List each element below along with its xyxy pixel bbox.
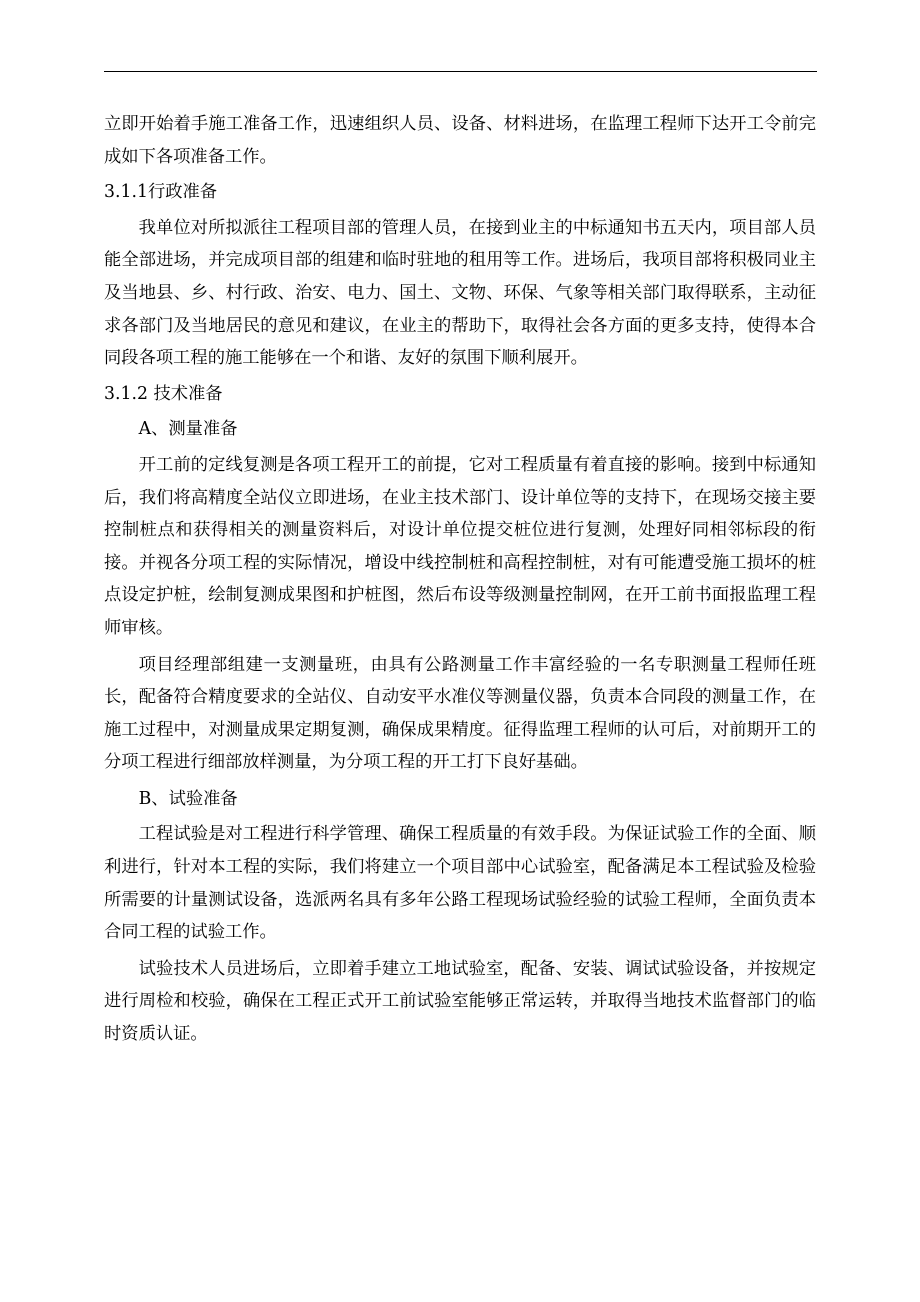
paragraph-test-lab: 工程试验是对工程进行科学管理、确保工程质量的有效手段。为保证试验工作的全面、顺利进行，针对本工程的实际，我们将建立一个项目部中心试验室，配备满足本工程试验及检验所需要的计量测试设备，选派两名具有多年公路工程现场试验经验的试验工程师，全面负责本合同工程的试验工作。 [104, 824, 816, 943]
section-heading-3-1-1: 3.1.1行政准备 [104, 182, 218, 203]
paragraph-survey-team: 项目经理部组建一支测量班，由具有公路测量工作丰富经验的一名专职测量工程师任班长，配备符合精度要求的全站仪、自动安平水准仪等测量仪器，负责本合同段的测量工作，在施工过程中，对测量成果定期复测，确保成果精度。征得监理工程师的认可后，对前期开工的分项工程进行细部放样测量，为分项工程的开工打下良好基础。 [104, 654, 816, 773]
document-body [104, 108, 816, 1051]
paragraph-test-staff: 试验技术人员进场后，立即着手建立工地试验室，配备、安装、调试试验设备，并按规定进行周检和校验，确保在工程正式开工前试验室能够正常运转，并取得当地技术监督部门的临时资质认证。 [104, 958, 816, 1045]
paragraph-survey-retest: 开工前的定线复测是各项工程开工的前提，它对工程质量有着直接的影响。接到中标通知后，我们将高精度全站仪立即进场，在业主技术部门、设计单位等的支持下，在现场交接主要控制桩点和获得相关的测量资料后，对设计单位提交桩位进行复测，处理好同相邻标段的衔接。并视各分项工程的实际情况，增设中线控制桩和高程控制桩，对有可能遭受施工损坏的桩点设定护桩，绘制复测成果图和护桩图，然后布设等级测量控制网，在开工前书面报监理工程师审核。 [104, 454, 816, 638]
header-rule [104, 71, 817, 72]
subheading-survey-prep: A、测量准备 [138, 419, 238, 440]
subheading-test-prep: B、试验准备 [138, 788, 238, 809]
section-heading-3-1-2: 3.1.2 技术准备 [104, 383, 223, 404]
paragraph-body: 立即开始着手施工准备工作，迅速组织人员、设备、材料进场，在监理工程师下达开工令前完成如下各项准备工作。 [104, 114, 816, 167]
paragraph-administrative-prep: 我单位对所拟派往工程项目部的管理人员，在接到业主的中标通知书五天内，项目部人员能全部进场，并完成项目部的组建和临时驻地的租用等工作。进场后，我项目部将积极同业主及当地县、乡、村行政、治安、电力、国土、文物、环保、气象等相关部门取得联系，主动征求各部门及当地居民的意见和建议，在业主的帮助下，取得社会各方面的更多支持，使得本合同段各项工程的施工能够在一个和谐、友好的氛围下顺利展开。 [104, 217, 816, 369]
